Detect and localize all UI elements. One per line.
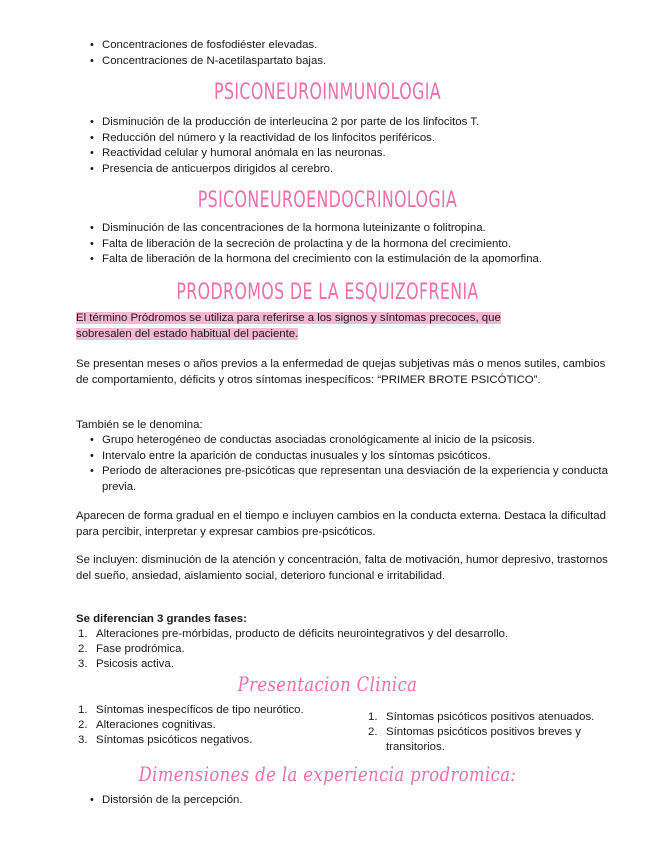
- list-item: • Distorsión de la percepción.: [76, 793, 621, 809]
- list-item: • Reducción del número y la reactividad de los linfocitos periféricos.: [76, 131, 621, 147]
- list-item: • Presencia de anticuerpos dirigidos al cerebro.: [76, 162, 621, 178]
- prodromos-paragraph-1: Se presentan meses o años previos a la enfermedad de quejas subjetivas más o menos sutiles, cambios de comportamiento, déficits y otros síntomas inespecíficos: “PRIMER BROTE PSICÓTICO”.: [76, 358, 606, 386]
- highlighted-definition-line-1: El término Pródromos se utiliza para referirse a los signos y síntomas precoces, que: [76, 312, 501, 324]
- list-item: • Falta de liberación de la hormona del crecimiento con la estimulación de la apomorfina.: [76, 252, 621, 268]
- list-item: • Reactividad celular y humoral anómala en las neuronas.: [76, 146, 621, 162]
- list-item: • Periodo de alteraciones pre-psicóticas que representan una desviación de la experiencia y conducta previa.: [76, 464, 621, 495]
- list-item: • Disminución de las concentraciones de la hormona luteinizante o folitropina.: [76, 221, 621, 237]
- presentacion-right-list: [356, 710, 628, 756]
- prodromos-denomination-list: [76, 433, 621, 495]
- section-title-presentacion-clinica: Presentacion Clinica: [237, 672, 418, 696]
- psiconeuroinmunologia-list: [76, 115, 621, 177]
- phases-list: [66, 627, 611, 673]
- psiconeuroendocrinologia-list: [76, 221, 621, 268]
- list-item: 1. Síntomas inespecíficos de tipo neurótico.: [78, 704, 304, 716]
- list-item: • Intervalo entre la aparición de conductas inusuales y los síntomas psicóticos.: [76, 449, 621, 465]
- list-item: • Disminución de la producción de interleucina 2 por parte de los linfocitos T.: [76, 115, 621, 131]
- list-item: 1. Síntomas psicóticos positivos atenuados.: [368, 711, 595, 723]
- list-item: • Concentraciones de fosfodiéster elevadas.: [76, 38, 621, 54]
- prodromos-paragraph-3: Aparecen de forma gradual en el tiempo e incluyen cambios en la conducta externa. Destaca la dificultad para percibir, interpretar y expresar cambios pre-psicóticos.: [76, 510, 606, 538]
- top-bullet-list: [76, 38, 621, 69]
- list-item: 3. Síntomas psicóticos negativos.: [78, 734, 253, 747]
- highlighted-definition-line-2: sobresalen del estado habitual del paciente.: [76, 327, 299, 340]
- section-title-psiconeuroinmunologia: PSICONEUROINMUNOLOGIA: [214, 80, 441, 105]
- section-title-psiconeuroendocrinologia: PSICONEUROENDOCRINOLOGIA: [197, 188, 458, 213]
- list-item: • Concentraciones de N-acetilaspartato bajas.: [76, 54, 621, 70]
- prodromos-denomination-intro: También se le denomina:: [76, 419, 203, 431]
- prodromos-definition: [76, 311, 621, 342]
- list-item: • Grupo heterogéneo de conductas asociadas cronológicamente al inicio de la psicosis.: [76, 433, 621, 449]
- section-title-prodromos: PRODROMOS DE LA ESQUIZOFRENIA: [176, 280, 479, 305]
- phases-title: Se diferencian 3 grandes fases:: [76, 613, 247, 625]
- prodromos-paragraph-4: Se incluyen: disminución de la atención y concentración, falta de motivación, humor depresivo, trastornos del sueño, ansiedad, aislamiento social, deterioro funcional e irritabilidad.: [76, 554, 608, 582]
- dimensiones-list: [76, 793, 621, 809]
- list-item: • Falta de liberación de la secreción de prolactina y de la hormona del crecimiento.: [76, 237, 621, 253]
- presentacion-left-list: [66, 703, 366, 749]
- list-item: 2. Fase prodrómica.: [78, 643, 185, 656]
- list-item: 3. Psicosis activa.: [78, 658, 174, 671]
- section-title-dimensiones: Dimensiones de la experiencia prodromica:: [138, 762, 517, 786]
- list-item: 2. Síntomas psicóticos positivos breves y transitorios.: [368, 726, 581, 754]
- list-item: 2. Alteraciones cognitivas.: [78, 719, 216, 732]
- list-item: 1. Alteraciones pre-mórbidas, producto de déficits neurointegrativos y del desarrollo.: [78, 628, 509, 640]
